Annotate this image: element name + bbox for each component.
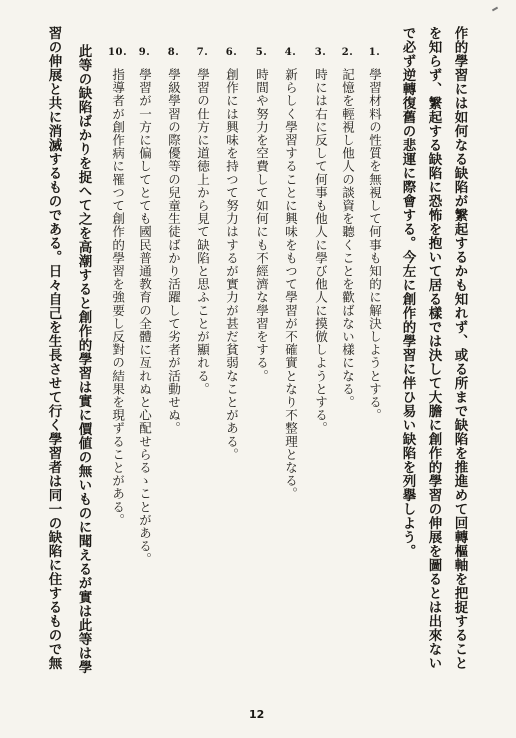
list-item-number: 6. bbox=[225, 47, 238, 58]
list-item-1 bbox=[368, 48, 381, 422]
list-item-number: 5. bbox=[255, 47, 268, 58]
list-item-number: 10. bbox=[108, 47, 128, 58]
list-item-number: 4. bbox=[284, 47, 297, 58]
list-item-text: 學習材料の性質を無視して何事も知的に解決しようとする。 bbox=[367, 68, 383, 422]
list-item-8 bbox=[167, 48, 180, 435]
list-item-text: 新らしく學習することに興味をもつて學習が不確實となり不整理となる。 bbox=[283, 68, 299, 501]
list-item-number: 9. bbox=[138, 47, 151, 58]
list-item-text: 指導者が創作病に罹つて創作的學習を強要し反對の結果を現ずることがある。 bbox=[110, 68, 126, 527]
conclusion-line-2: 習の伸展と共に消滅するものである。日々自己を生長させて行く學習者は同一の缺陷に住するもので無 bbox=[45, 26, 62, 670]
list-item-number: 1. bbox=[368, 47, 381, 58]
list-item-text: 學級學習の際優等の兒童生徒ばかり活躍して劣者が活動せぬ。 bbox=[166, 68, 182, 435]
list-item-3 bbox=[314, 48, 327, 435]
intro-line-1: 作的學習には如何なる缺陷が䌓起するかも知れず、或る所まで缺陷を推進めて回轉樞軸を把捉すること bbox=[451, 26, 468, 670]
list-item-number: 2. bbox=[341, 47, 354, 58]
list-item-2 bbox=[341, 48, 354, 409]
conclusion-line-1: 此等の缺陷ばかりを捉へて之を高潮すると創作的學習は實に價値の無いものに聞えるが實は此等は學 bbox=[75, 44, 92, 674]
scan-mark bbox=[492, 7, 498, 12]
list-item-text: 學習の仕方に道徳上から見て缺陷と思ふことが顯れる。 bbox=[195, 68, 211, 396]
list-item-5 bbox=[255, 48, 268, 382]
list-item-text: 記憶を輕視し他人の談資を聽くことを歡ばない樣になる。 bbox=[340, 68, 356, 409]
list-item-10 bbox=[108, 48, 127, 527]
intro-line-2: を知らず、䌓起する缺陷に恐怖を抱いて居る樣では決して大膽に創作的學習の伸展を圖るとは出來ない bbox=[425, 26, 442, 670]
list-item-9 bbox=[138, 48, 151, 566]
list-item-number: 7. bbox=[196, 47, 209, 58]
list-item-text: 學習が一方に偏してとても國民普通教育の全體に亙れぬと心配せらるゝことがある。 bbox=[137, 68, 153, 566]
list-item-number: 8. bbox=[167, 47, 180, 58]
list-item-number: 3. bbox=[314, 47, 327, 58]
list-item-7 bbox=[196, 48, 209, 396]
list-item-text: 時には右に反して何事も他人に學び他人に摸倣しようとする。 bbox=[313, 68, 329, 435]
list-item-6 bbox=[225, 48, 238, 461]
list-item-4 bbox=[284, 48, 297, 500]
list-item-text: 時間や努力を空費して如何にも不經濟な學習をする。 bbox=[254, 68, 270, 383]
list-item-text: 創作には興味を持つて努力はするが實力が甚だ貧弱なことがある。 bbox=[224, 68, 240, 461]
intro-line-3: で必ず逆轉復舊の悲運に際會する。今左に創作的學習に伴ひ易い缺陷を列擧しよう。 bbox=[399, 26, 416, 558]
page-number: 12 bbox=[249, 708, 265, 721]
